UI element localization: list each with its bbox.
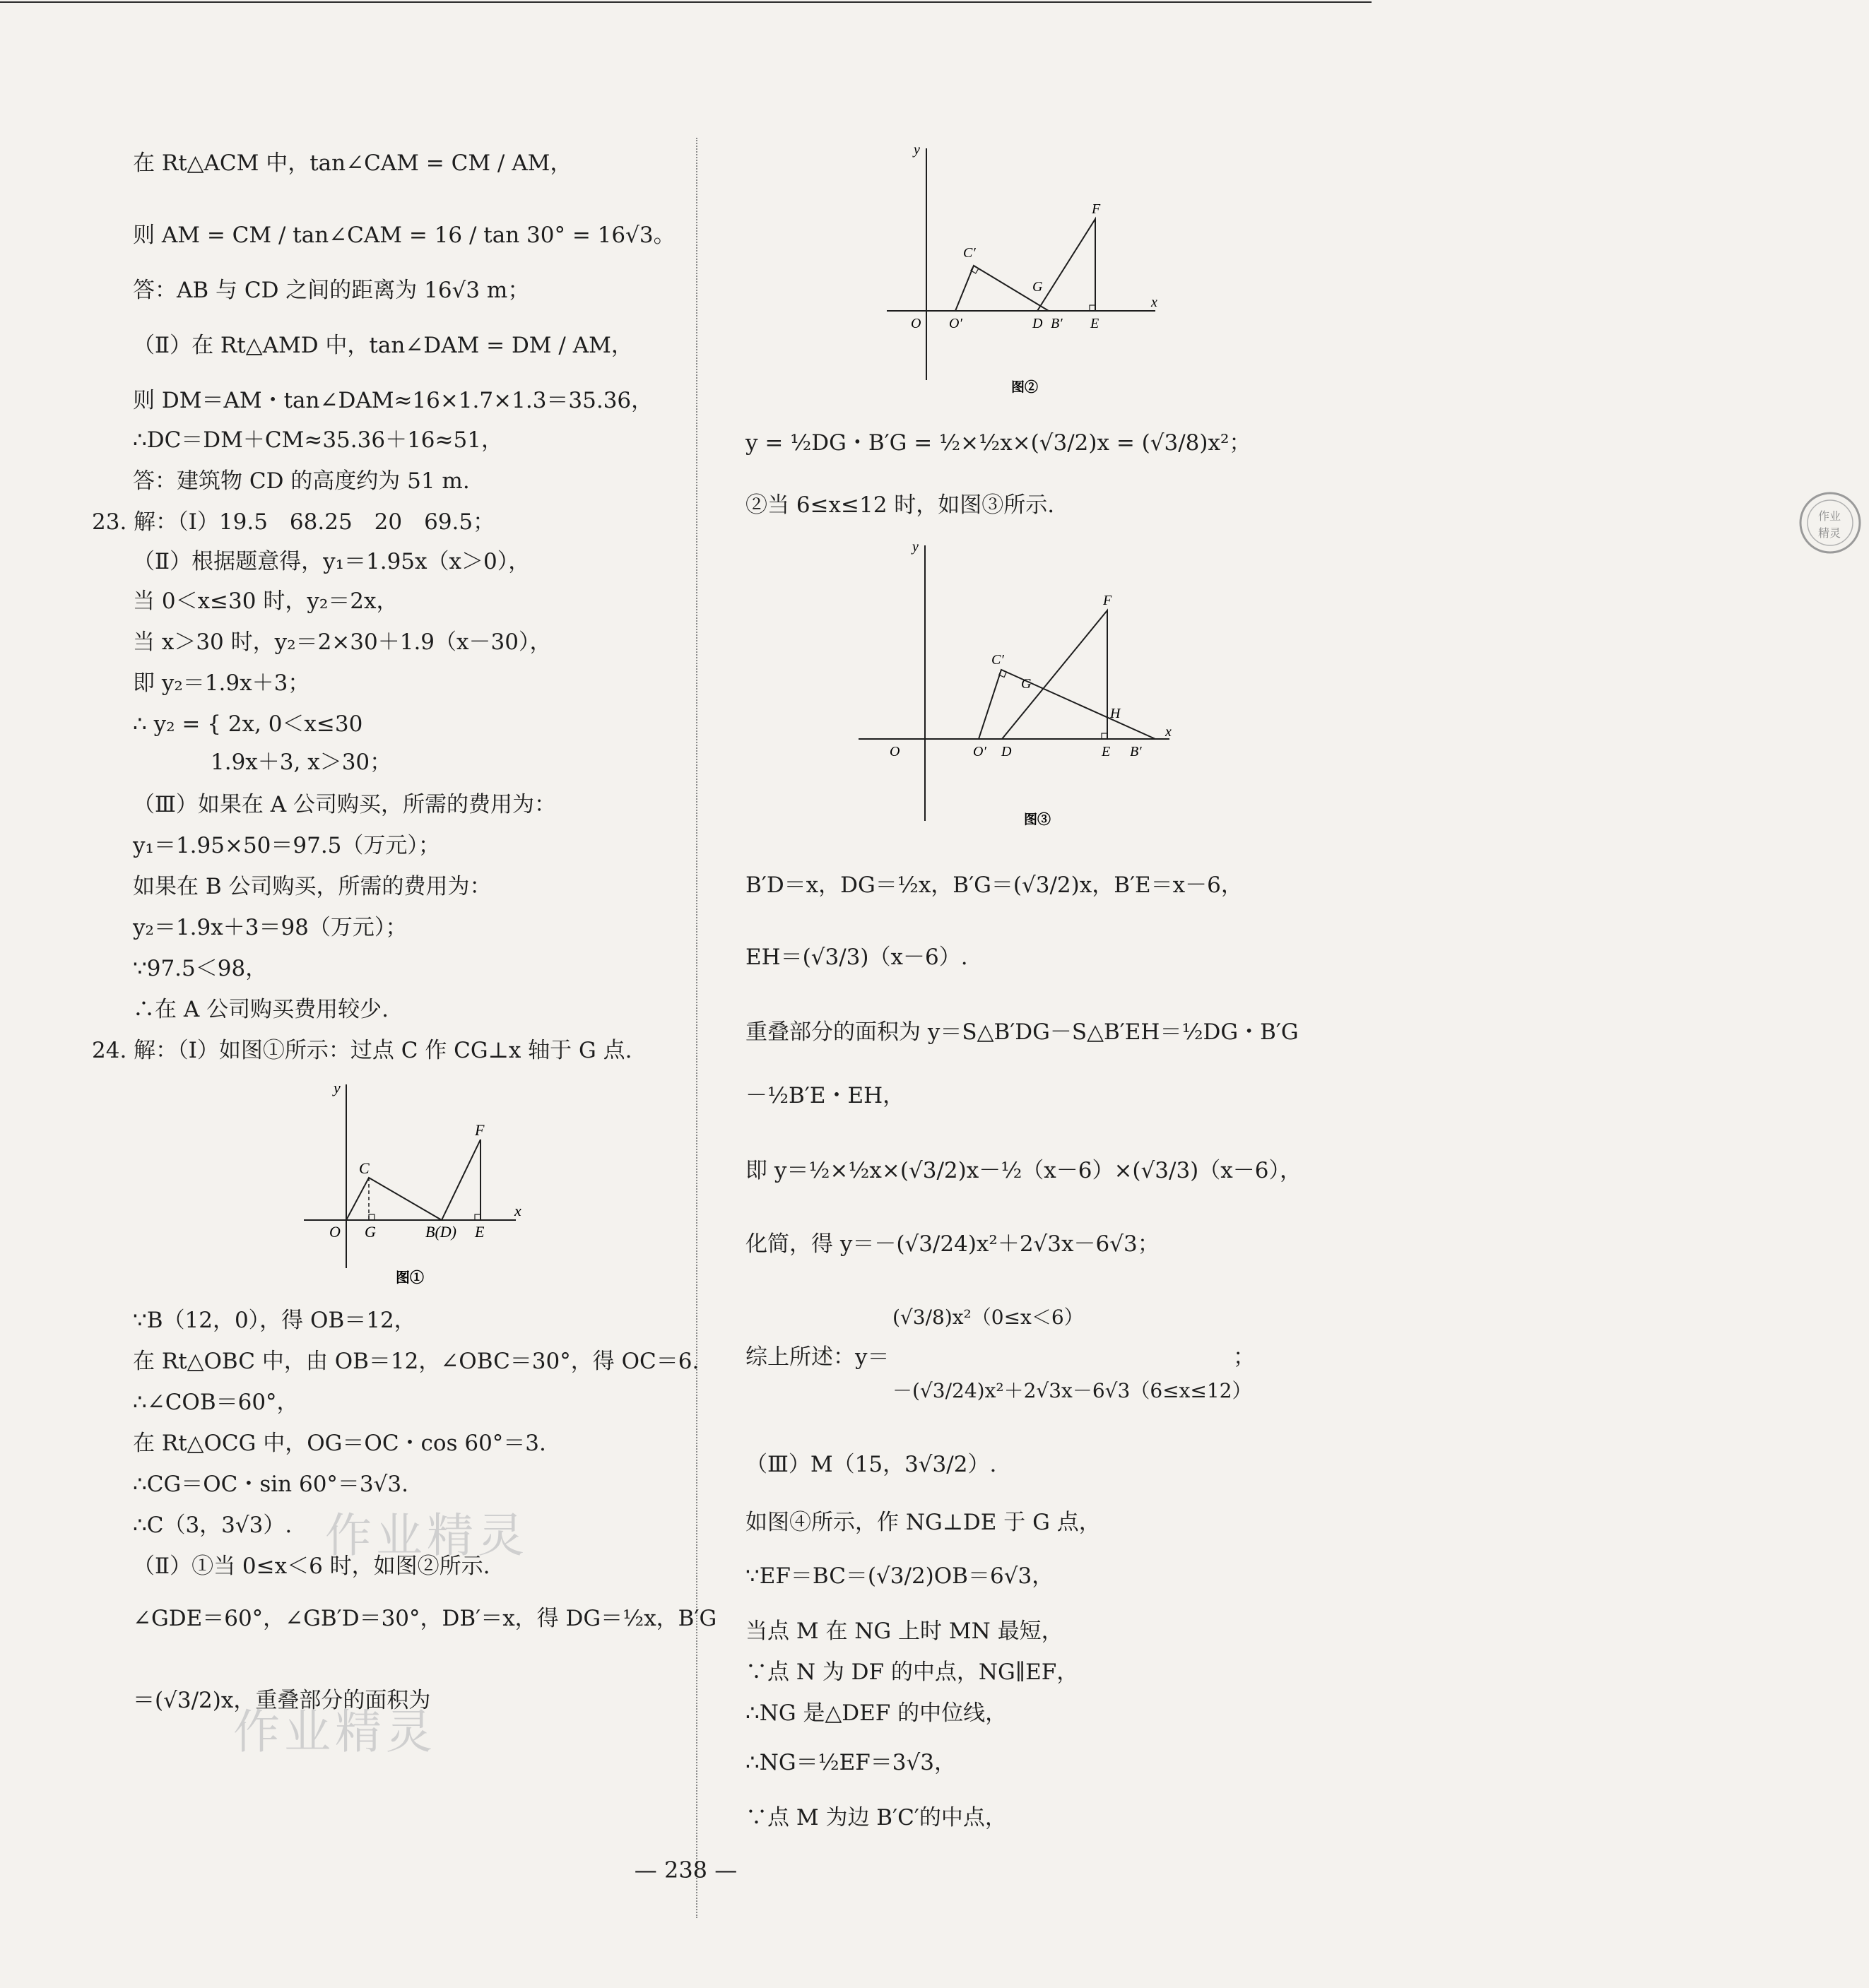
text-line: ∴DC＝DM＋CM≈35.36＋16≈51， — [133, 427, 503, 453]
triangle-def — [1002, 610, 1107, 739]
stamp-icon — [1791, 487, 1869, 558]
text-line: y₁＝1.95×50＝97.5（万元）； — [133, 833, 440, 858]
label-h: H — [1110, 706, 1121, 721]
text-line: ∠GDE＝60°，∠GB′D＝30°，DB′＝x，得 DG＝½x，B′G — [133, 1606, 717, 1631]
triangle-def — [1037, 219, 1095, 311]
text-line: （Ⅲ）M（15，3√3/2）. — [745, 1452, 997, 1477]
figure-3-caption: 图③ — [1024, 812, 1051, 827]
text-line: 则 AM = CM / tan∠CAM = 16 / tan 30° = 16√3。 — [133, 223, 676, 248]
triangle-o-c-b — [979, 670, 1155, 739]
text-line: ； — [1233, 1344, 1255, 1370]
label-y: y — [914, 142, 920, 158]
text-line: 如图④所示，作 NG⊥DE 于 G 点， — [745, 1510, 1101, 1535]
label-g: G — [1032, 279, 1043, 295]
text-line: 在 Rt△ACM 中，tan∠CAM = CM / AM， — [133, 150, 572, 176]
text-line: ∵B（12，0），得 OB＝12， — [133, 1308, 416, 1333]
triangle-obc — [346, 1178, 442, 1220]
label-e: E — [1102, 744, 1111, 759]
label-o: O — [329, 1223, 341, 1241]
text-line: 当 0＜x≤30 时，y₂＝2x， — [133, 588, 399, 614]
text-line: ∴C（3，3√3）. — [133, 1513, 293, 1538]
label-c-prime: C′ — [991, 652, 1004, 668]
text-line: ∴ y₂ = { 2x, 0＜x≤30 — [133, 711, 363, 737]
text-line: ②当 6≤x≤12 时，如图③所示. — [745, 492, 1055, 518]
text-line: 23. 解：（Ⅰ）19.5 68.25 20 69.5； — [92, 509, 495, 535]
text-line: 重叠部分的面积为 y＝S△B′DG－S△B′EH＝½DG・B′G — [745, 1019, 1299, 1045]
triangle-def — [442, 1140, 480, 1220]
text-line: 24. 解：（Ⅰ）如图①所示：过点 C 作 CG⊥x 轴于 G 点. — [92, 1038, 632, 1063]
label-d: D — [1001, 744, 1012, 759]
text-line: y = ½DG・B′G = ½×½x×(√3/2)x = (√3/8)x²； — [745, 430, 1251, 456]
text-line: (√3/8)x²（0≤x＜6） — [892, 1306, 1084, 1329]
right-column — [696, 0, 1841, 1922]
figure-3 — [851, 531, 1177, 828]
text-line: y₂＝1.9x＋3＝98（万元）； — [133, 915, 408, 940]
label-e: E — [475, 1223, 485, 1241]
text-line: （Ⅱ）①当 0≤x＜6 时，如图②所示. — [133, 1554, 490, 1579]
label-f: F — [475, 1121, 485, 1139]
label-d: D — [1032, 316, 1043, 331]
label-g: G — [1021, 676, 1032, 692]
text-line: 1.9x＋3, x＞30； — [211, 750, 392, 775]
text-line: ∵97.5＜98， — [133, 956, 268, 981]
text-line: ∴在 A 公司购买费用较少. — [133, 997, 389, 1022]
label-x: x — [514, 1202, 521, 1219]
watermark: 作业精灵 — [233, 1705, 437, 1759]
label-c-prime: C′ — [963, 245, 976, 261]
label-c: C — [359, 1159, 370, 1177]
label-o-prime: O′ — [973, 744, 986, 759]
text-line: ∵点 M 为边 B′C′的中点， — [745, 1805, 1007, 1830]
text-line: 答：AB 与 CD 之间的距离为 16√3 m； — [133, 278, 530, 303]
text-line: 如果在 B 公司购买，所需的费用为： — [133, 874, 492, 899]
text-line: （Ⅲ）如果在 A 公司购买，所需的费用为： — [133, 792, 556, 817]
text-line: ∵EF＝BC＝(√3/2)OB＝6√3， — [745, 1563, 1054, 1589]
text-line: （Ⅱ）在 Rt△AMD 中，tan∠DAM = DM / AM， — [133, 333, 633, 358]
text-line: 在 Rt△OBC 中，由 OB＝12，∠OBC＝30°，得 OC＝6. — [133, 1349, 700, 1374]
label-y: y — [912, 539, 919, 555]
label-e: E — [1090, 316, 1099, 331]
text-line: （Ⅱ）根据题意得，y₁＝1.95x（x＞0）， — [133, 549, 531, 574]
text-line: ∴NG＝½EF＝3√3， — [745, 1750, 956, 1775]
text-line: B′D＝x，DG＝½x，B′G＝(√3/2)x，B′E＝x－6， — [745, 872, 1243, 898]
label-b-prime: B′ — [1051, 316, 1063, 331]
label-o: O — [890, 744, 900, 759]
text-line: 当点 M 在 NG 上时 MN 最短， — [745, 1619, 1063, 1644]
text-line: 即 y＝½×½x×(√3/2)x－½（x－6）×(√3/3)（x－6）， — [745, 1158, 1302, 1183]
stamp-text-bottom: 精灵 — [1818, 526, 1841, 540]
label-o: O — [911, 316, 921, 331]
text-line: 综上所述：y＝ — [745, 1344, 890, 1370]
text-line: EH＝(√3/3)（x－6）. — [745, 945, 968, 970]
text-line: ∴∠COB＝60°， — [133, 1390, 299, 1415]
label-x: x — [1165, 724, 1172, 740]
text-line: ＝(√3/2)x，重叠部分的面积为 — [133, 1688, 431, 1713]
label-y: y — [334, 1079, 341, 1096]
left-column — [0, 0, 717, 1922]
label-g: G — [365, 1223, 376, 1241]
page-number: — 238 — — [634, 1857, 738, 1883]
figure-2-caption: 图② — [1011, 380, 1039, 395]
text-line: ∴NG 是△DEF 的中位线， — [745, 1700, 1008, 1726]
text-line: －(√3/24)x²＋2√3x－6√3（6≤x≤12） — [892, 1379, 1252, 1402]
figure-1-caption: 图① — [396, 1270, 424, 1286]
text-line: ∴CG＝OC・sin 60°＝3√3. — [133, 1472, 408, 1497]
text-line: 则 DM＝AM・tan∠DAM≈16×1.7×1.3＝35.36， — [133, 388, 654, 413]
text-line: －½B′E・EH， — [745, 1083, 905, 1108]
label-x: x — [1151, 295, 1157, 310]
figure-1 — [290, 1077, 530, 1289]
stamp-text-top: 作业 — [1818, 509, 1841, 523]
text-line: 在 Rt△OCG 中，OG＝OC・cos 60°＝3. — [133, 1431, 546, 1456]
label-b-prime: B′ — [1130, 744, 1142, 759]
label-f: F — [1092, 201, 1101, 217]
label-bd: B(D) — [425, 1223, 456, 1241]
figure-2 — [873, 140, 1162, 401]
label-o-prime: O′ — [949, 316, 962, 331]
text-line: 当 x＞30 时，y₂＝2×30＋1.9（x－30）， — [133, 629, 552, 655]
text-line: 答：建筑物 CD 的高度约为 51 m. — [133, 468, 470, 494]
text-line: 即 y₂＝1.9x＋3； — [133, 670, 310, 696]
text-line: ∵点 N 为 DF 的中点，NG∥EF， — [745, 1659, 1079, 1685]
watermark: 作业精灵 — [325, 1508, 529, 1563]
label-f: F — [1103, 593, 1112, 608]
text-line: 化简，得 y＝－(√3/24)x²＋2√3x－6√3； — [745, 1231, 1160, 1257]
